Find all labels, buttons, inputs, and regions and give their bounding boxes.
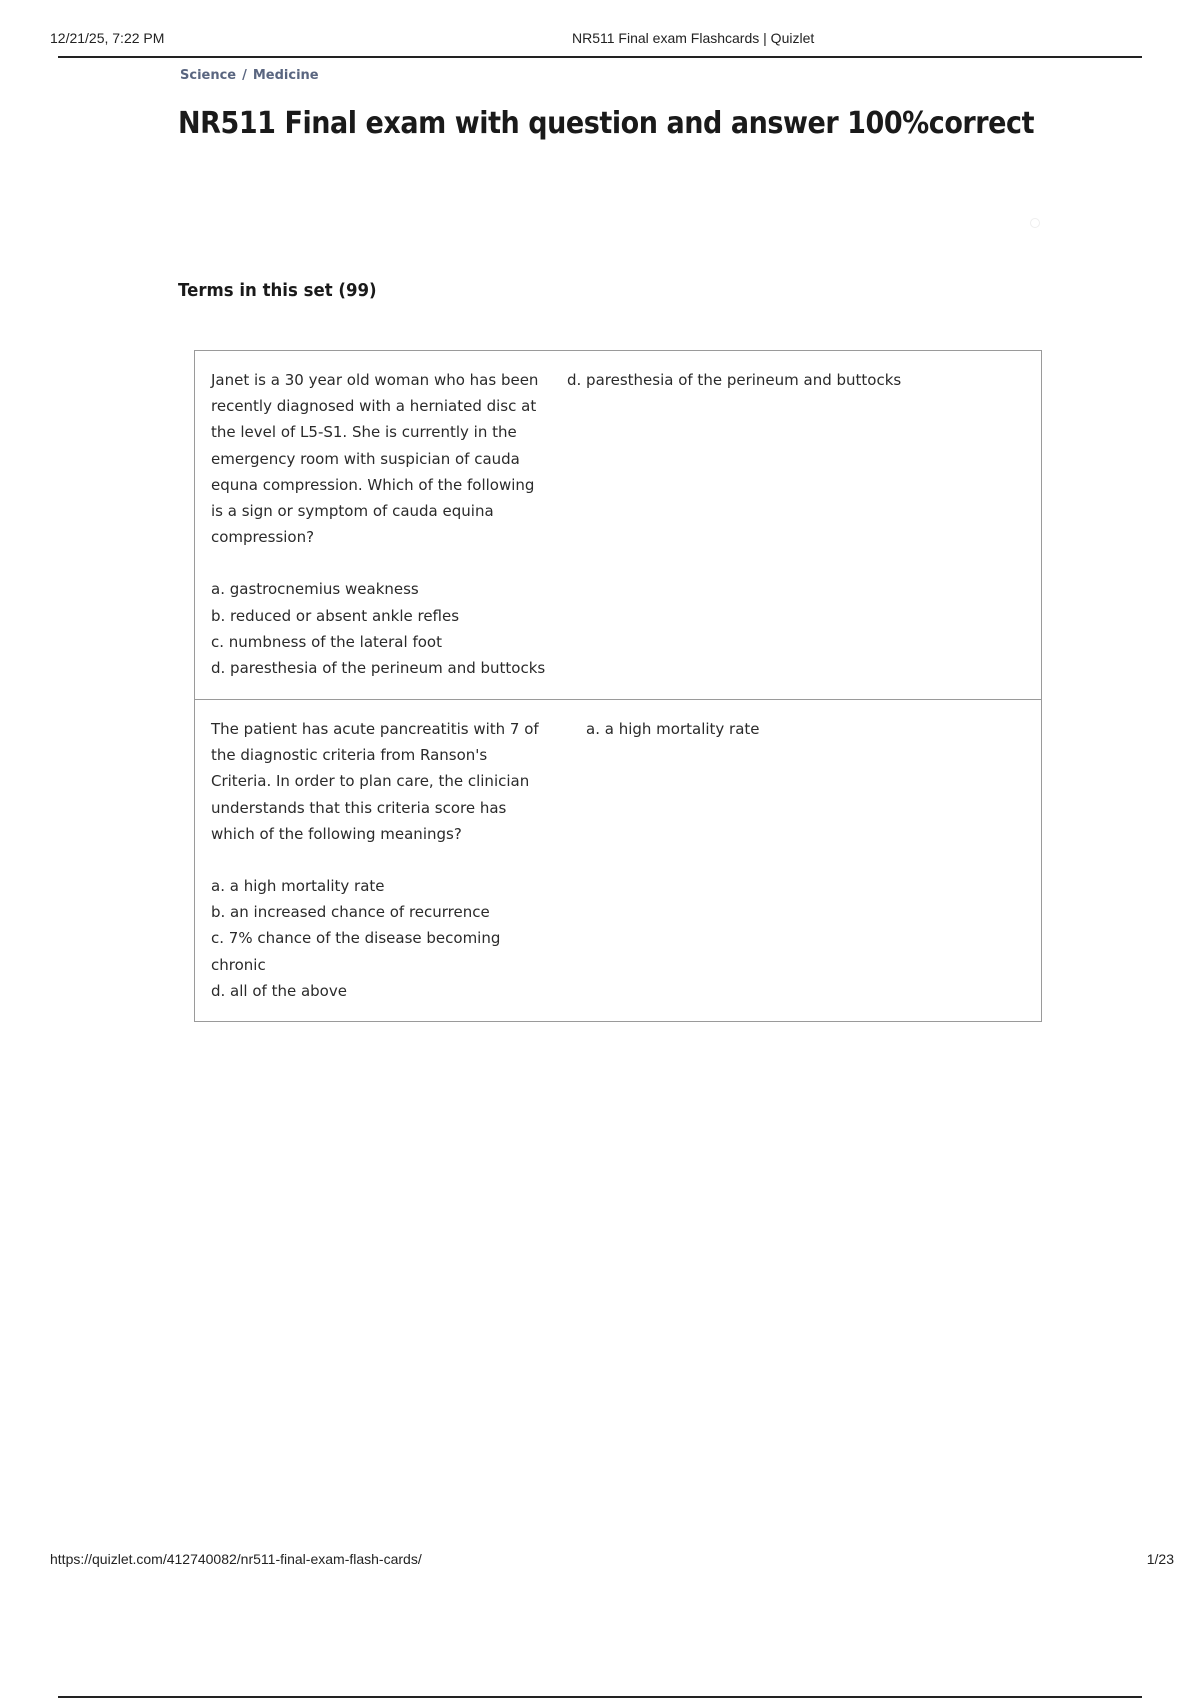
term-question [211,367,551,681]
question-line: Criteria. In order to plan care, the clinician [211,772,530,791]
question-line: recently diagnosed with a herniated disc at [211,397,537,416]
term-definition: d. paresthesia of the perineum and buttocks [567,371,902,389]
breadcrumb-item-medicine[interactable]: Medicine [252,68,319,83]
question-line: equna compression. Which of the following [211,475,535,494]
terms-heading: Terms in this set (99) [178,280,377,301]
term-definition: a. a high mortality rate [586,720,760,738]
terms-list [194,350,1042,1022]
print-document-title: NR511 Final exam Flashcards | Quizlet [572,30,815,46]
question-line: which of the following meanings? [211,824,462,843]
footer-divider [58,1696,1142,1698]
answer-option: d. all of the above [211,981,347,1000]
answer-option: chronic [211,955,266,974]
answer-option: c. numbness of the lateral foot [211,632,442,651]
breadcrumb [180,68,319,83]
question-line: Janet is a 30 year old woman who has been [211,371,539,389]
page-title: NR511 Final exam with question and answer 100%correct [178,106,1035,141]
breadcrumb-item-science[interactable]: Science [180,68,237,83]
spacer [211,550,551,576]
answer-option: a. a high mortality rate [211,877,385,896]
print-datetime: 12/21/25, 7:22 PM [50,30,165,46]
answer-option: b. reduced or absent ankle refles [211,606,460,625]
answer-option: a. gastrocnemius weakness [211,580,419,599]
question-line: understands that this criteria score has [211,798,507,817]
question-line: the level of L5-S1. She is currently in the [211,423,517,442]
faint-circle-icon [1030,218,1040,228]
question-line: The patient has acute pancreatitis with 7 of [211,720,539,738]
spacer [211,847,551,873]
term-question [211,716,551,1004]
term-card [195,351,1041,699]
footer-url-link[interactable]: https://quizlet.com/412740082/nr511-final-exam-flash-cards/ [50,1551,422,1567]
question-line: the diagnostic criteria from Ranson's [211,746,488,765]
header-divider [58,56,1142,58]
breadcrumb-separator: / [242,68,247,83]
print-header [0,0,1200,58]
question-line: is a sign or symptom of cauda equina [211,502,494,521]
question-line: compression? [211,528,315,547]
footer-page-number: 1/23 [1146,1551,1174,1567]
answer-option: b. an increased chance of recurrence [211,903,490,922]
answer-option: c. 7% chance of the disease becoming [211,929,501,948]
answer-option: d. paresthesia of the perineum and buttocks [211,659,546,678]
question-line: emergency room with suspician of cauda [211,449,520,468]
term-card [195,699,1041,1021]
